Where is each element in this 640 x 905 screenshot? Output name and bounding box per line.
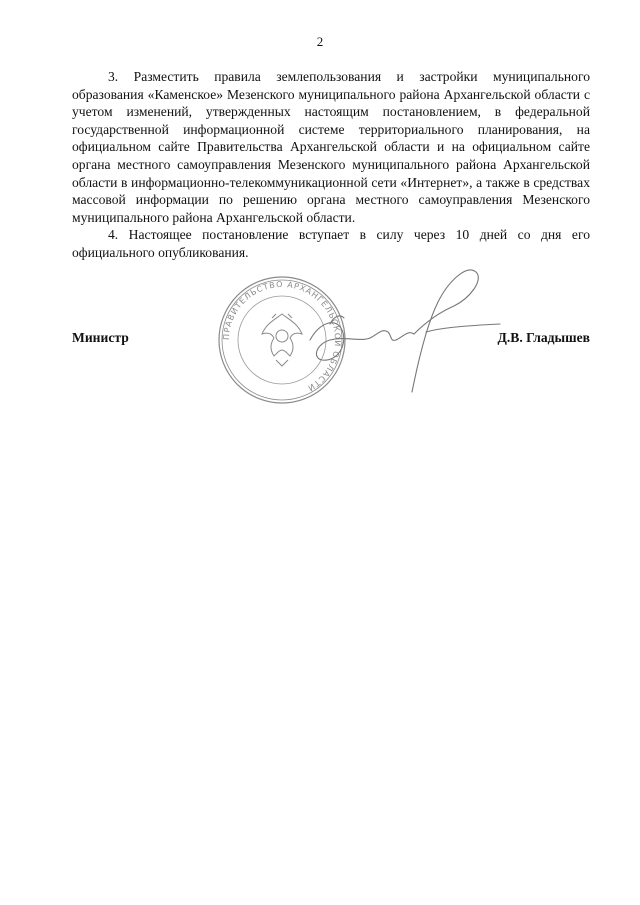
signer-name: Д.В. Гладышев [497,330,590,345]
handwritten-signature [300,262,510,412]
seal-text: ПРАВИТЕЛЬСТВО АРХАНГЕЛЬСКОЙ ОБЛАСТИ [221,279,343,393]
page-number: 2 [316,34,324,49]
paragraph-4: 4. Настоящее постановление вступает в силу через 10 дней со дня его официального опубликования. [72,227,590,260]
paragraph-3: 3. Разместить правила землепользования и застройки муниципального образования «Каменское» Мезенского муниципального района Архангельской области с учетом изменений, утвержденных настоящим постановлением, в федеральной государственной информационной системе территориального планирования, на официальном сайте Правительства Архангельской области и на официальном сайте органа местного самоуправления Мезенского муниципального района Архангельской области в информационно-телекоммуникационной сети «Интернет», а также в средствах массовой информации по решению органа местного самоуправления Мезенского муниципального района Архангельской области. [72,69,590,225]
document-body [72,68,590,262]
eagle-emblem-icon [262,314,302,366]
signer-title: Министр [72,330,129,345]
